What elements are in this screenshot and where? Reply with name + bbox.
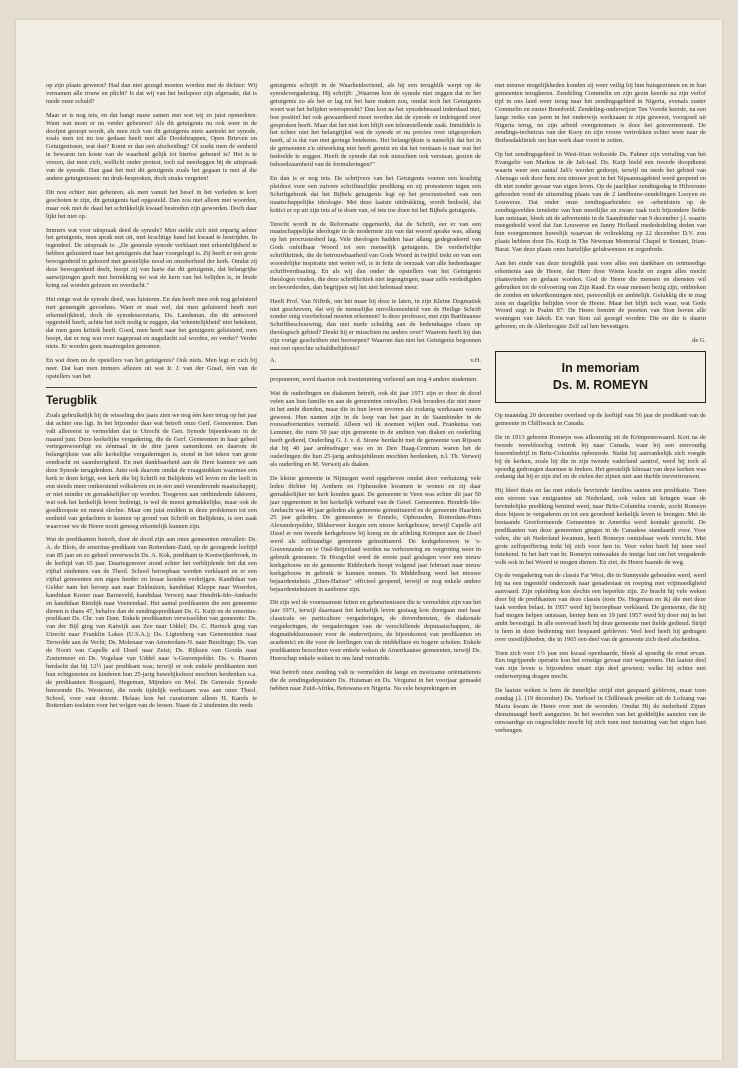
article-signature bbox=[270, 357, 481, 365]
memoriam-name: Ds. M. ROMEYN bbox=[552, 378, 649, 393]
paragraph: Aan het einde van deze terugblik past voor alles een dankbare en ootmoedige erkentenis aan de Heere, dat Hem door Wiens kracht en zegen alles mocht plaatsvinden en gedaan worden. God de Heere die mensen en diensten wil gebruiken tot de volvoering van Zijn Raad. En waar mensen bezig zijn, ontbreken de zonden en tekortkomingen niet, persoonlijk en ambtelijk. Gelukkig die te mag zien en dagelijks belijden voor de Heere. Maar het blijft toch waar, wat Gods Woord zegt in Psalm 87: De Heere bemint de poorten van Sion boven alle woningen van Jakob. En van Sion zal gezegd worden: Die en die is daarin geboren; en de Allerhoogste Zelf zal hen bevestigen. bbox=[495, 260, 706, 331]
section-divider bbox=[46, 387, 257, 388]
paragraph: Immers wat voor uitspraak deed de synode? Men stelde zich niet enparig achter het getuigenis, men sprak niet uit, met krachtige hand het kwaad te bestrijden. In tegendeel. De uitspraak is: „De generale synode verklaart met erkentelijkheid te hebben geluisterd naar het getuigenis dat haar voorgelegd is. Zij heeft er een grote bewogenheid in gehoord met geestelijke nood en onzekerheid der kerk. Omdat zij deze bewogenheid deelt, hoopt zij van harte dat dit getuigenis, dat belangrijke aanwijzingen geeft met betrekking tot wat de kern van het belijden is, in brede kring zal worden gelezen en overdacht." bbox=[46, 226, 257, 289]
paragraph: Dit zijn wel de voornaamste feiten en gebeurtenissen die te vermelden zijn van het jaar 1971, terwijl daarnaast het kerkelijk leven gestaag kon doorgaan met haar classicale en particuliere vergaderingen, de doverdiensten, de diakonale vergaderingen, de vergaderingen van de verschillende deputaatschappen, de dogmatiekkursussen voor de onderwijzers, de bijeenkomst van predikanten en academici en die voor de leerlingen van de middelbare en hogere scholen. Enkele predikanten bezochten voor enkele weken de Amerikaanse gemeenten, terwijl Ds. Heerschap enkele weken in ons land vertoefde. bbox=[270, 599, 481, 662]
column-right bbox=[495, 82, 706, 1052]
paragraph: Wat de ouderlingen en diakenen betreft, ook dit jaar 1971 zijn er door de dood velen aan hun familie en aan de gemeenten ontvallen. Ook broeders die niet meer in het ambt dienden, maar die in hun leven tevoren als zodanig werkzaam waren geweest. Hun namen zijn in de loop van het jaar in de Saambinder in de rouwadvertenties vermeld. Alleen wil ik noemen wijlen oud. Frankema van Lemmer, die ruim 50 jaar zijn gemeente in de ambten van diaken en ouderling heeft gediend, Ouderling G. J. v. d. Stouw herdacht met de gemeente van Rijssen dat hij 40 jaar ambtsdrager was en in Den Haag-Centrum waren het de ouderlingen die hun 25-jarig ambtsjubileum mochten herdenken, n.l. Th. Verweij als ouderling en M. Verweij als diaken. bbox=[270, 389, 481, 468]
paragraph: Maar er is nog iets, en dat hangt nauw samen met wat wij zo juist opmerkten. Want wat moet er nu verder gebeuren? Als dit getuigenis nu ook weer in de doofpot gestopt wordt, als men zich van dit getuigenis niets aantrekt ter synode, zoals men tot nu toe gedaan heeft met alle Doolsbrappen, Open Brieven en Getuigenissen, wat dan? Komt er dan een afscheiding? Of zoekt men de eenheid te bewaren ten koste van de waarheid gelijk tot hiertoe gebeurd is? Het is te vrezen, dat men zich, wellicht onder protest, toch zal neerleggen bij de uitspraak van de synode. Dan gaat het met dit getuigenis zoals het gegaan is met al die andere getuigenissen: nu druk-besproken, doch straks vergeten! bbox=[46, 111, 257, 182]
signature: de G. bbox=[692, 337, 706, 345]
paragraph: Op de vergadering van de classis Far West, die in Sunnyside gehouden werd, werd hij na een ingesteld onderzoek naar genadestaat en roeping met vrijmoedigheid aanvaard. Zijn opleiding kon slechts een beperkte zijn. Zo bracht hij vele weken door bij de predikanten van deze classis (toen Ds. Hegeman en ik) die met deze taak werden belast. In 1957 werd hij beroepbaar verklaard. De gemeente, die hij had mogen helpen ontstaan, beriep hem en 19 juni 1957 werd hij door mij in het ambt bevestigd. In alle eenvoud heeft hij deze gemeente met liefde gediend. Strijd is hem in deze bediening niet bespaard gebleven. Veel leed heeft hij gedragen over moeilijkheden, die in 1965 een deel van de gemeente zich deed afscheiden. bbox=[495, 572, 706, 643]
signature-right: v.H. bbox=[470, 357, 481, 364]
paragraph: Toen zich voor 1½ jaar een kwaal openbaarde, bleek al spoedig de ernst ervan. Een ingrijpende operatie kon het ernstige gevaar niet wegnemen. Het laatste deel van zijn leven is bijzondere smart zijn deel geweest; welke hij echter met onderwerping dragen mocht. bbox=[495, 649, 706, 681]
paragraph: op zijn plaats geweest? Had dan niet gezegd moeten worden met de dichter: Wij vernamen alle trouw en plicht? Is dat wij van het heilspoor zijn afgeraakt, dat is mede onze schuld? bbox=[46, 82, 257, 105]
in-memoriam-box bbox=[495, 351, 706, 403]
paragraph: Op maandag 20 december overleed op de leeftijd van 56 jaar de predikant van de gemeente in Chilliwack in Canada. bbox=[495, 412, 706, 427]
signature-left: A. bbox=[270, 357, 277, 364]
paragraph: proponeren, werd daartoe ook toestemming verleend aan nog 4 andere studenten. bbox=[270, 375, 478, 383]
paragraph: met nieuwe mogelijkheden konden zij weer veilig bij hun huisgezinnen en in hun gemeenten terugkeren. Zendeling Commelin en zijn gezin keerde na zijn verlof tijd in ons land weer terug naar het zendingsgebied in Nigeria, evenals zuster Commelin en zuster Breedveld. Zendeling-onderwijzer Ten Voorde keerde, na een lange reeks van jaren in het onderwijs werkzaam te zijn geweest, voorgoed uit Nigeria terug, nu zijn arbeid overgenomen is door het gouvernement. De zendings-technicus van der Kooy en zijn vrouw vertrokken echter weer naar de Bethesdakliniek om hun werk daar voort te zetten. bbox=[495, 82, 706, 145]
paragraph: Heeft Prof. Van Niftrik, om het maar bij deze te laten, in zijn Kleine Dogmatiek niet geschreven, dat wij de menselijke onvolkomenheid van de Heilige Schrift zonder enig voorbehoud moeten erkennen? Is deze professor, met zijn Barthiaanse Schriftbeschouwing, dan niet mede schuldig aan de hedendaagse chaos op theologisch gebied? Denkt hij er misschien nu anders over? Waarom heeft hij dan zijn vorige geschriften niet herroepen? Waarom dan niet het Getuigenis begonnen met een oprechte schuldbelijdenis? bbox=[270, 297, 481, 353]
memoriam-title: In memoriam bbox=[561, 361, 640, 376]
section-divider bbox=[270, 369, 481, 370]
newspaper-page bbox=[16, 20, 722, 1060]
terugblik-heading: Terugblik bbox=[46, 394, 97, 407]
paragraph: Het enige wat de synode deed, was luisteren. En dan heeft men ook nog geluisterd met gemengde gevoelens. Want er staat wel, dat men geluisterd heeft met erkentelijkheid, doch de synodesecretaris, Ds. Landsman, die dit antwoord opgesteld heeft, achtte het toch nodig te zeggen, dat 'erkentelijkheid' niet betekent, dat men geen kritiek heeft. Goed, men heeft naar het getuigenis geluisterd, men hoopt, dat er nog wat over nagepraat en nagedacht zal worden, en verder? Verder niets. Er worden geen maatregelen genomen. bbox=[46, 295, 257, 351]
paragraph: De kleine gemeente te Nijmegen werd opgeheven omdat door verhuizing vele leden dichter bij Arnhem en Opheusden kwamen te wonen en zij daar gemakkelijker ter kerk konden gaan. De gemeente te Veen was echter dit jaar 50 jaar opgenomen in het kerkelijk verband van de Geref. Gemeenten. Hendrik-Ido-Ambacht was 40 jaar geleden als gemeente geïnstitueerd en de gemeente Haarlem 25 jaar geleden. De gemeenten te Ermelo, Opheusden, Rotterdam-Prins Alexanderpolder, Slikkerveer kregen een nieuw kerkgebouw, terwijl Capelle a/d IJssel er een tweede kerkgebouw bij kreeg en de afdeling Krimpen aan de IJssel werd als zelfstandige gemeente geïnstitueerd. De kerkgebouwen te 's-Gravenzande en te Oud-Beijerland werden na verbouwing en vergroting weer in gebruik genomen. Te Hoogvliet werd de eerste paal geslagen voor een nieuw kerkgebouw en de gemeente Ridderkerk hoopt volgend jaar februari naar nieuw kerkgebouw in gebruik te kunnen nemen. Te Middelburg werd het nieuwe bejaardentehuis „Eben-Haëzer" officieel geopend, terwijl er nog enkele andere bejaardentehuizen in aanbouw zijn. bbox=[270, 474, 481, 593]
paragraph: Zoals gebruikelijk bij de wisseling des jaars zien we nog één keer terug op het jaar dat achter ons ligt. In het bijzonder daar wat betreft onze Gerf. Gemeenten. Dan valt allereerst te vermelden dat te Utrecht de Gen. Synode bijeenkwam in de maand juni. Deze kerkelijke vergadering, die de Gerf. Gemeenten in haar geheel vertegenwoordigt en éénmaal in de drie jaren samenkomt en daarom de belangrijkste van alle kerkelijke vergaderingen is, stond in het teken van grote eendracht en saamhorigheid. En met dankbaarheid aan de Here kunnen we aan deze Synode terugdenken. Juist ook daarom omdat de vraagstukken waarmee een kerk te doen krijgt, een kerk die bij Schrift en Belijdenis wil leven en die leeft in een steeds meer ontkerstend volksleven en in een snel veranderende maatschappij, er niet minder en gemakkelijker op worden. Toegeven aan ontbindende faktoren, wat ook het kerkelijk leven bedreigt, is wel de meest gemakkelijke, maar ook de goedkoopste en meest slechte. Maar om juist midden in deze problemen tot een eenheid van gedachten te komen op grond van Schrift en Belijdenis, is een zaak waarvoor we de Heere nooit genoeg erkentelijk kunnen zijn. bbox=[46, 411, 257, 530]
paragraph: Hij bleef thuis en las met enkele bevriende families samen een predikatie. Toen een stroom van emigranten uit Nederland, ook velen uit kringen waar de bevindelijke prediking bemind werd, naar Brits-Columbia voerde, zocht Romeyn deze bijeen te vergaderen en tot een geordend kerkelijk leven te brengen. Met de bestaande Gereformeerde Gemeenten in Amerika werd kontakt gezocht. De predikanten van deze gemeenten gingen in de Canadese standaardt voor. Voor velen, die uit Nederland kwamen, heeft Romeyn onmisbaar werk verricht. Met grote zelfopoffering trekt hij zich voor hen in. Voor velen heeft hij toen veel betekend. In het hart van br. Romeyn ontwaakte de innige lust om het vergaderde volk ook in het Woord te mogen dienen. En ziet, de Heere baande de weg. bbox=[495, 487, 706, 566]
paragraph: getuigenis schrijft in de Waarheidsvriend, als hij een terugblik werpt op de synodevergadering. Hij schrijft: „Waarom kon de synode niet zeggen dat ze het getuigenis zo als het er lag tot het hare maken zou, omdat toch het Getuigenis weert wat het belijden weerspreekt? Dan kon na het synodebesaad inderdaad niet, hoe positief het ook gewaardeerd moet worden dat de synode er indringend over gesproken heeft. Maar dat het niet kon blijft een teleurstellende zaak. Inmiddels is het echter niet het belangrijkst wat de synode er nu precies over uitgesproken heeft, al is dat van niet geringe betekenis. Het belangrijkste is namelijk dat het in de gemeenten z'n uitwerking niet heeft gemist en dat het verstaan is naar wat het bedoelde te zeggen. Heeft de synode dat ook misschien ook verstaan, gezien de behoedzaamheid van de formuleringen?" bbox=[270, 82, 481, 169]
paragraph: De in 1913 geboren Romeyn was afkomstig uit de Krimpenerwaard. Kort na de tweede wereldoorlog vertrok hij naar Canada, waar hij een eenvoudig boerenbedrijf in Brits-Columbia opbouwde. Nadat hij aanvankelijk zich voegde bij de kerken, zoals hij die in zijn tweede vaderland aantrof, werd hij toch al spoedig gedrongen daarmee te breken. Het geestelijk klimaat van deze kerken was zodanig dat hij er zijn ziel en de zielen der zijnen niet aan durfde toevertrouwen. bbox=[495, 433, 706, 481]
column-left bbox=[46, 82, 257, 1052]
column-middle bbox=[270, 82, 481, 1052]
paragraph: Wat de predikanten betreft, door de dood zijn aan onze gemeenten ontvallen: Ds. A. de Blois, de emeritus-predikant van Rotterdam-Zuid, op de gezegende leeftijd van 85 jaar en zo geheel onverwacht Ds. A. Kok, predikant te Kootwijkerbroek, in de leeftijd van 65 jaar. Daartegenover stond echter het verblijdende feit dat een vijftal studenten van de Theol. School beroepbaar werden verklaard en er een vijftal gemeenten een eigen herder en leraar konden verkrijgen. Kandidaat van Gelder nam het beroep aan naar Enkhuizen, kandidaat Kleppe naar Woerden, kandidaat Koster naar Barneveld, kandidaat Verweij naar Hendrik-Ido-Ambacht en kandidaat Rietdijk naar Veenendaal. Het aantal predikanten die een gemeente dienen is thans 47, behalve dan de zendingspredikant Ds. G. Kuijt en de emeritus-predikant Ds. Chr. van Dam. Enkele predikanten verwisselden van gemeente: Ds. van der Bijl ging van Katwijk aan Zee naar Uddel; Ds. C. Harinck ging van Utrecht naar Franklin Lakes (U.S.A.); Ds. Ligtenberg van Genemuiden naar Terwolde aan de Vecht; Ds. Molenaar van Amsterdam-N. naar Bezelinge; Ds. van de Noort van Capelle a/d IJssel naar Zeist; Ds. Rijksen van Gouda naar Zoetermeer en Ds. Vogelaar van Uddel naar 's-Gravenpolder. Ds. v. Haaren herdacht dat hij 12½ jaar predikant was; terwijl er ook enkele predikanten met hun echtgenoten en kinderen hun 25-jarig huwelijksfeest mochten herdenken o.a. de predikanten Boogaard, Hegeman, Mijnders en Mol. De Generale Synode benoemde Ds. Westerste, die reeds tijdelijk werkzaam was aan onze Theol. School, voor vast docent. Helaas kon het curatorium alleen H. Karels te Rotterdam toelaten voor het volgen van de lessen. Naast de 2 studenten die reeds bbox=[46, 536, 257, 710]
paragraph: En wat doen nu de opstellers van het getuigenis? Ook niets. Men legt er zich bij neer. Dat kan men immers aflezen uit wat Ir. J. van der Graaf, één van de opstellers van het bbox=[46, 357, 257, 380]
paragraph: Wat betreft onze zending valt te vermelden de lange en moeizame oriëntatiereis die de zendingsdeputaten Ds. Huisman en Ds. Vergunst in het voorjaar gemaakt hebben naar Zuid-Afrika, Botswana en Nigeria. Na vele besprekingen en bbox=[270, 668, 481, 692]
paragraph: De laatste weken is hem de innerlijke strijd niet gespaard gebleven, maar toen zondag j.l. (19 december) Ds. Verhoef in Chilliwack preekte uit de Lofzang van Maria kwam de Heere over met de woorden: Omdat Hij de nederheid Zijner dienstmaagd heeft aangezien. In het woorden van het goddelijke aanzien van de onwaardige en ongeschikte mocht hij zich toen met instuiting van het eigen hart verheugen. bbox=[495, 687, 706, 734]
paragraph: Terecht wordt in de Reformatie opgemerkt, dat de Schrift, eer er van een maatschappelijke ideologie in de modernste zin van dat woord sprake was, allang op het procrustesbed lag. Vele theologen hadden haar allang gedegradeerd van Gods onfeilbaar Woord tot een menselijk getuigenis. De verderfelijke schriftkritiek, die de betrouwbaarheid van Gods Woord in twijfel trekt en van een woordelijke inspiratie niet weten wil, is in feite de oorzaak van alle hedendaagse schriftverdraaiing. En als wij dan onder de opstellers van het Getuigenis theologen vinden, die deze schriftkritiek niet tegengingen, maar zelfs verdedigden en bevorderden, dan begrijpen wij het niet helemaal meer. bbox=[270, 220, 481, 291]
paragraph: Dit nou echter niet gebeuren, als men vanuit het besef in het verleden te kort geschoten te zijn, dit getuigenis had opgesteld. Dan zou niet alleen met woorden, maar ook met de daad het schrikkelijk kwaad bestreden zijn geworden. Doch daar lijkt het niet op. bbox=[46, 188, 257, 220]
paragraph: Op het zendingsgebied in West-Irian voltooide Ds. Fahner zijn vertaling van het Evangelie van Markus in de Jali-taal. Ds. Kuijt hield een tweede doopdienst waarin weer een aantal Jali's werden gedoopt, terwijl nu reeds het gebied van Abenago ook door hem een nieuwe post in het Nipsanmagebied werd geopend en dit niet zonder gevaar van eigen leven. Op de jaarlijkse zendingsdag te Hilversum gehouden vond de uitzending plaats van de 2 landbouw-zendelingen Looyen en Louwerse. Dat onder onze zendingsarbeiders en -arbeidsters op de zendingsvelden tenslotte van hun moeilijke en zware taak toch bijzondere liefde kan ontstaan, bleek uit de advertentie in de Saambinder van 9 december j.l. waarin meegedeeld werd dat Jan Louwerse en Janny Hofland medededeling deden van hun voorgenomen huwelijk waarvan de voltrekking op 22 december D.V. zou plaats hebben door Ds. Kuijt in The Newman Memorial Chapel te Sentani, Irian-Barat. Van deze plaats onze hartelijke gelukwensen en zegenbede. bbox=[495, 151, 706, 254]
paragraph: En dan is er nog iets. De schrijvers van het Getuigenis voeren een krachtig pleidooi voor een zuivere schriftuurlijke prediking en zij protesteren tegen een Schriftgebruik dat het Bijbels getuigenis legt op het procrustesbed van een maatschappelijke ideologie. Met deze laatste uitdrukking, wordt bedoeld, dat kritici er op uit zijn iets af te doen van, of iets toe doen tot het Bijbels getuigenis. bbox=[270, 174, 481, 214]
